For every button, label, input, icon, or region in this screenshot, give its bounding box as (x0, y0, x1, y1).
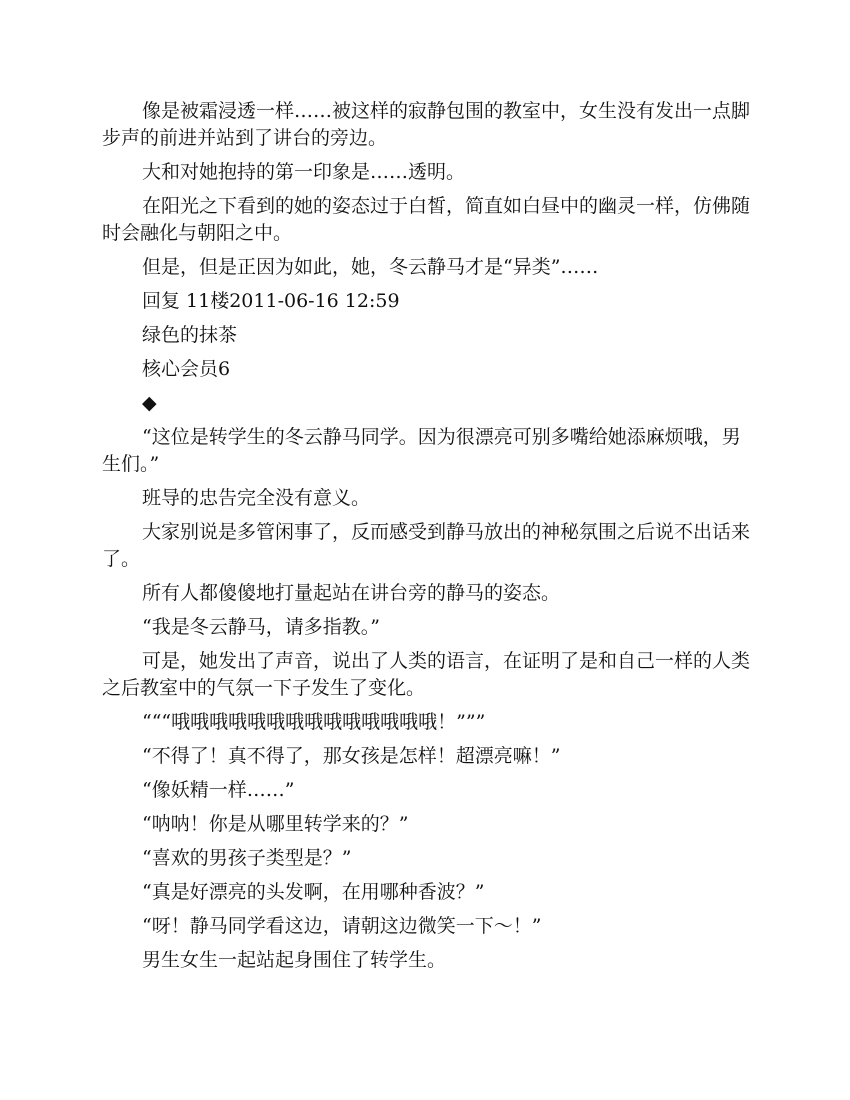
paragraph: “““哦哦哦哦哦哦哦哦哦哦哦哦哦哦！””” (142, 711, 486, 733)
paragraph: “呀！静马同学看这边，请朝这边微笑一下～！” (142, 915, 542, 937)
paragraph: “这位是转学生的冬云静马同学。因为很漂亮可别多嘴给她添麻烦哦，男生们。” (102, 426, 741, 475)
paragraph: “呐呐！你是从哪里转学来的？” (142, 813, 409, 835)
paragraph: “我是冬云静马，请多指教。” (142, 616, 380, 638)
paragraph: 像是被霜浸透一样……被这样的寂静包围的教室中，女生没有发出一点脚步声的前进并站到了讲台的旁边。 (102, 100, 751, 149)
paragraph: 可是，她发出了声音，说出了人类的语言，在证明了是和自己一样的人类之后教室中的气氛一下子发生了变化。 (102, 650, 751, 699)
reply-floor-timestamp: 回复 11楼2011-06-16 12:59 (142, 290, 400, 312)
paragraph: 大和对她抱持的第一印象是……透明。 (142, 161, 466, 183)
author-rank: 核心会员6 (142, 358, 231, 380)
diamond-separator: ◆ (142, 392, 157, 414)
paragraph: “像妖精一样……” (142, 779, 295, 801)
paragraph: “喜欢的男孩子类型是？” (142, 847, 352, 869)
paragraph: 班导的忠告完全没有意义。 (142, 487, 371, 509)
paragraph: 大家别说是多管闲事了，反而感受到静马放出的神秘氛围之后说不出话来了。 (102, 521, 751, 570)
paragraph: 但是，但是正因为如此，她，冬云静马才是“异类”…… (142, 256, 599, 278)
author-name: 绿色的抹茶 (142, 324, 238, 346)
paragraph: 男生女生一起站起身围住了转学生。 (142, 949, 447, 971)
paragraph: “真是好漂亮的头发啊，在用哪种香波？” (142, 881, 485, 903)
paragraph: “不得了！真不得了，那女孩是怎样！超漂亮嘛！” (142, 745, 561, 767)
paragraph: 所有人都傻傻地打量起站在讲台旁的静马的姿态。 (142, 582, 561, 604)
paragraph: 在阳光之下看到的她的姿态过于白皙，简直如白昼中的幽灵一样，仿佛随时会融化与朝阳之中。 (102, 195, 751, 244)
document-body (102, 98, 750, 981)
